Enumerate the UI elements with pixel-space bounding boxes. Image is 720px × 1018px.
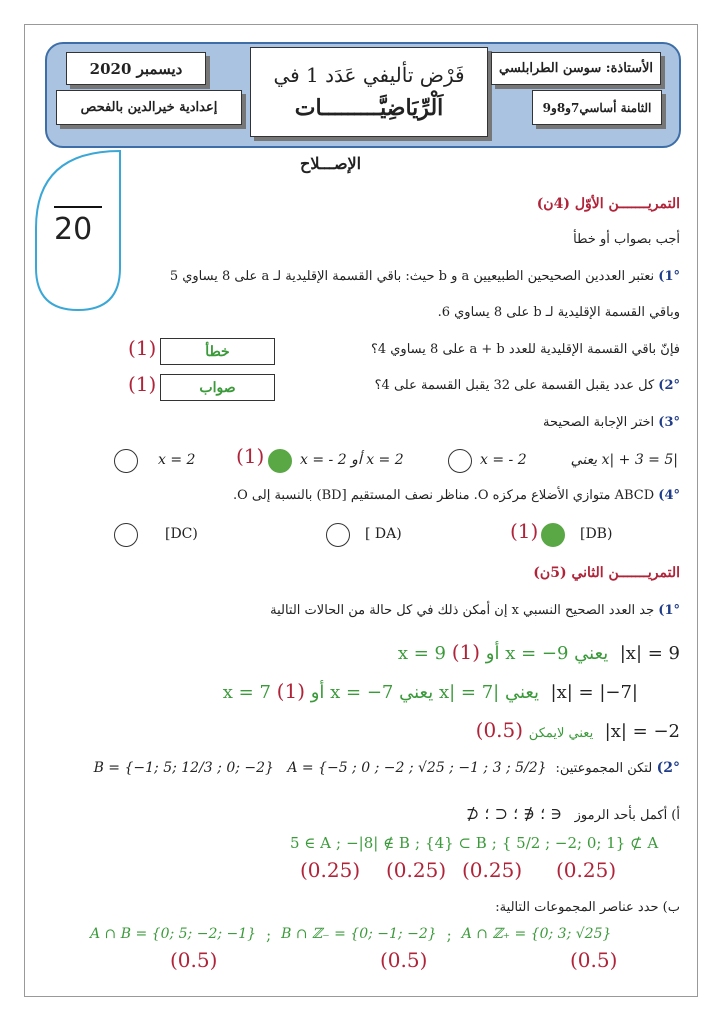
q-text: اختر الإجابة الصحيحة bbox=[543, 415, 655, 430]
points: (0.25) bbox=[386, 858, 447, 882]
case-answer: يعني x = −9 أو x = 9 bbox=[397, 643, 609, 664]
exam-title-line1: فَرْض تأليفي عَدَد 1 في bbox=[273, 63, 465, 87]
ex2-part-a bbox=[466, 804, 680, 823]
school-box: إعدادية خيرالدين بالفحص bbox=[56, 90, 242, 125]
points: (0.5) bbox=[170, 948, 218, 972]
date-box: ديسمبر 2020 bbox=[66, 52, 206, 85]
case-stem: |x| = |−7| bbox=[550, 682, 638, 703]
q-number: 3°) bbox=[658, 415, 680, 430]
q-text: كل عدد يقبل القسمة على 32 يقبل القسمة على 4؟ bbox=[374, 378, 655, 393]
points: (1) bbox=[128, 336, 157, 360]
answer: −|8| ∉ B bbox=[346, 834, 410, 852]
q-text: جد العدد الصحيح النسبي x إن أمكن ذلك في كل حالة من الحالات التالية bbox=[270, 603, 655, 618]
option-radio[interactable] bbox=[448, 449, 472, 473]
option-label: x = - 2 bbox=[480, 452, 527, 468]
ex2-case-3 bbox=[476, 718, 680, 742]
option-radio-selected[interactable] bbox=[268, 449, 292, 473]
ex1-q1-answer-box: خطأ bbox=[160, 338, 275, 365]
answer: 5 ∈ A bbox=[290, 834, 332, 852]
points: (0.5) bbox=[570, 948, 618, 972]
q-text: ABCD متوازي الأضلاع مركزه O. مناظر نصف المستقيم [BD) بالنسبة إلى O. bbox=[232, 488, 655, 503]
ex2-title: التمريـــــــن الثاني (5ن) bbox=[533, 565, 680, 581]
part-a-answers: 5 ∈ A ; −|8| ∉ B ; {4} ⊂ B ; { 5/2 ; −2; 0; 1} ⊄ A bbox=[290, 834, 659, 852]
option-radio-selected[interactable] bbox=[541, 523, 565, 547]
points: (1) bbox=[128, 372, 157, 396]
ex2-q1 bbox=[270, 603, 680, 618]
ex2-case-2 bbox=[223, 679, 638, 703]
q-number: 1°) bbox=[658, 603, 680, 618]
ex1-q4 bbox=[233, 488, 680, 503]
ex1-q3-stem: |x| + 3 = 5 يعني bbox=[570, 452, 678, 468]
teacher-box: الأستاذة: سوسن الطرابلسي bbox=[491, 52, 661, 85]
ex1-q2-answer-box: صواب bbox=[160, 374, 275, 401]
exam-title-box bbox=[250, 47, 488, 137]
score-denominator: 20 bbox=[54, 212, 93, 247]
q-number: 1°) bbox=[658, 269, 680, 284]
option-label: x = 2 أو x = - 2 bbox=[300, 452, 404, 468]
doc-title: الإصـــلاح bbox=[300, 154, 362, 173]
q-number: 4°) bbox=[658, 488, 680, 503]
answer: A ∩ ℤ₊ = {0; 3; √25} bbox=[461, 926, 612, 942]
points: (0.5) bbox=[475, 718, 524, 742]
points: (0.25) bbox=[556, 858, 617, 882]
option-radio[interactable] bbox=[114, 449, 138, 473]
ex1-title: التمريـــــــن الأوّل (4ن) bbox=[536, 196, 680, 212]
points: (1) bbox=[276, 679, 306, 703]
answer: { 5/2 ; −2; 0; 1} ⊄ A bbox=[501, 834, 659, 852]
ex2-case-1 bbox=[398, 640, 680, 664]
part-b-answers: A ∩ B = {0; 5; −2; −1} ; B ∩ ℤ₋ = {0; −1; −2} ; A ∩ ℤ₊ = {0; 3; √25} bbox=[90, 926, 612, 944]
answer: B ∩ ℤ₋ = {0; −1; −2} bbox=[281, 926, 437, 942]
points: (1) bbox=[236, 444, 265, 468]
part-label: أ) أكمل بأحد الرموز bbox=[574, 808, 680, 823]
answer: A ∩ B = {0; 5; −2; −1} bbox=[90, 926, 257, 942]
answer: {4} ⊂ B bbox=[425, 834, 487, 852]
case-answer: يعني لايمكن bbox=[528, 726, 594, 741]
ex1-q1-question: فإنّ باقي القسمة الإقليدية للعدد a + b على 8 يساوي 4؟ bbox=[370, 342, 680, 357]
ex1-q2 bbox=[375, 378, 680, 393]
option-label: [DB) bbox=[580, 526, 613, 542]
points: (0.5) bbox=[380, 948, 428, 972]
option-label: [ DA) bbox=[365, 526, 402, 542]
q-text: نعتبر العددين الصحيحين الطبيعيين a و b حيث: باقي القسمة الإقليدية لـ a على 8 يساوي 5 bbox=[169, 269, 655, 284]
q-number: 2°) bbox=[656, 760, 680, 776]
classes-box: الثامنة أساسي7و8و9 bbox=[532, 90, 662, 125]
points: (1) bbox=[451, 640, 481, 664]
case-answer: يعني |x| = 7 يعني x = −7 أو x = 7 bbox=[222, 682, 540, 703]
option-radio[interactable] bbox=[114, 523, 138, 547]
points: (0.25) bbox=[300, 858, 361, 882]
option-label: x = 2 bbox=[158, 452, 196, 468]
q-number: 2°) bbox=[658, 378, 680, 393]
set-b: B = {−1; 5; 12/3 ; 0; −2} bbox=[93, 760, 274, 776]
points: (1) bbox=[510, 519, 539, 543]
option-label: [DC) bbox=[165, 526, 198, 542]
case-stem: |x| = −2 bbox=[604, 721, 680, 742]
ex1-q1 bbox=[170, 269, 680, 284]
set-a: A = {−5 ; 0 ; −2 ; √25 ; −1 ; 3 ; 5/2} bbox=[287, 760, 547, 776]
ex1-instruction: أجب بصواب أو خطأ bbox=[573, 232, 680, 247]
ex2-part-b: ب) حدد عناصر المجموعات التالية: bbox=[495, 900, 680, 915]
case-stem: |x| = 9 bbox=[619, 643, 680, 664]
ex1-q3 bbox=[543, 415, 680, 430]
points: (0.25) bbox=[462, 858, 523, 882]
option-radio[interactable] bbox=[326, 523, 350, 547]
ex1-q1-text2: وباقي القسمة الإقليدية لـ b على 8 يساوي 6. bbox=[437, 305, 680, 320]
q-text: لتكن المجموعتين: bbox=[555, 761, 653, 776]
symbols: ∈ ؛ ∉ ؛ ⊂ ؛ ⊄ bbox=[465, 804, 563, 823]
exam-title-line2: اَلْرِّيَاضِيَّـــــــــات bbox=[294, 95, 444, 121]
ex2-q2 bbox=[94, 760, 680, 776]
